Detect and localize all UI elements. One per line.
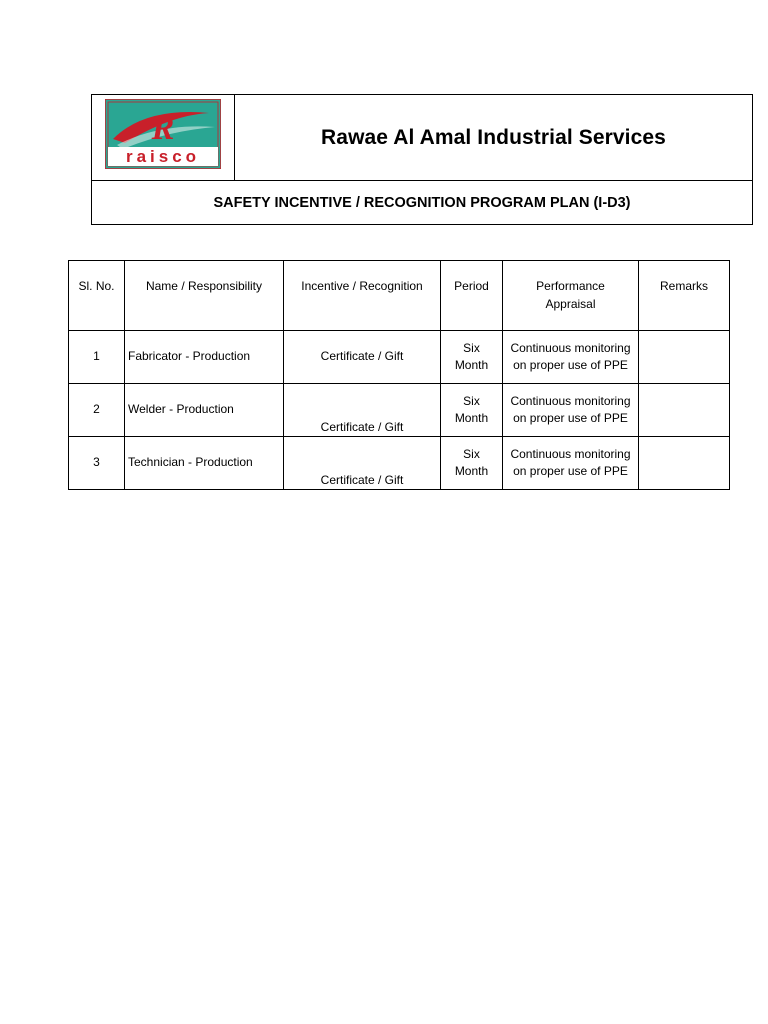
table-header-row bbox=[69, 261, 730, 331]
column-header-appraisal: Performance Appraisal bbox=[503, 261, 639, 331]
column-header-period: Period bbox=[441, 261, 503, 331]
company-name-cell bbox=[235, 95, 752, 181]
cell-sl-no: 1 bbox=[69, 331, 125, 384]
cell-appraisal: Continuous monitoring on proper use of PPE bbox=[503, 437, 639, 490]
cell-remarks bbox=[639, 384, 730, 437]
document-header bbox=[91, 94, 753, 225]
company-name: Rawae Al Amal Industrial Services bbox=[321, 125, 666, 149]
plan-title-cell bbox=[92, 181, 752, 224]
cell-name: Welder - Production bbox=[125, 384, 284, 437]
cell-period: Six Month bbox=[441, 331, 503, 384]
cell-incentive: Certificate / Gift bbox=[284, 384, 441, 437]
raisco-logo bbox=[105, 99, 221, 169]
column-header-incentive: Incentive / Recognition bbox=[284, 261, 441, 331]
cell-name: Fabricator - Production bbox=[125, 331, 284, 384]
column-header-name: Name / Responsibility bbox=[125, 261, 284, 331]
cell-period: Six Month bbox=[441, 384, 503, 437]
cell-incentive: Certificate / Gift bbox=[284, 437, 441, 490]
table-row bbox=[69, 384, 730, 437]
logo-letter: R bbox=[151, 110, 175, 147]
cell-incentive: Certificate / Gift bbox=[284, 331, 441, 384]
column-header-sl-no: Sl. No. bbox=[69, 261, 125, 331]
table-row bbox=[69, 437, 730, 490]
cell-name: Technician - Production bbox=[125, 437, 284, 490]
table-row bbox=[69, 331, 730, 384]
cell-appraisal: Continuous monitoring on proper use of PPE bbox=[503, 384, 639, 437]
cell-remarks bbox=[639, 331, 730, 384]
cell-period: Six Month bbox=[441, 437, 503, 490]
cell-remarks bbox=[639, 437, 730, 490]
logo-cell bbox=[92, 95, 235, 181]
logo-text: raisco bbox=[125, 147, 201, 166]
plan-title: SAFETY INCENTIVE / RECOGNITION PROGRAM PLAN (I-D3) bbox=[213, 194, 631, 211]
cell-sl-no: 3 bbox=[69, 437, 125, 490]
cell-appraisal: Continuous monitoring on proper use of PPE bbox=[503, 331, 639, 384]
incentive-plan-table bbox=[68, 260, 730, 490]
cell-sl-no: 2 bbox=[69, 384, 125, 437]
column-header-remarks: Remarks bbox=[639, 261, 730, 331]
